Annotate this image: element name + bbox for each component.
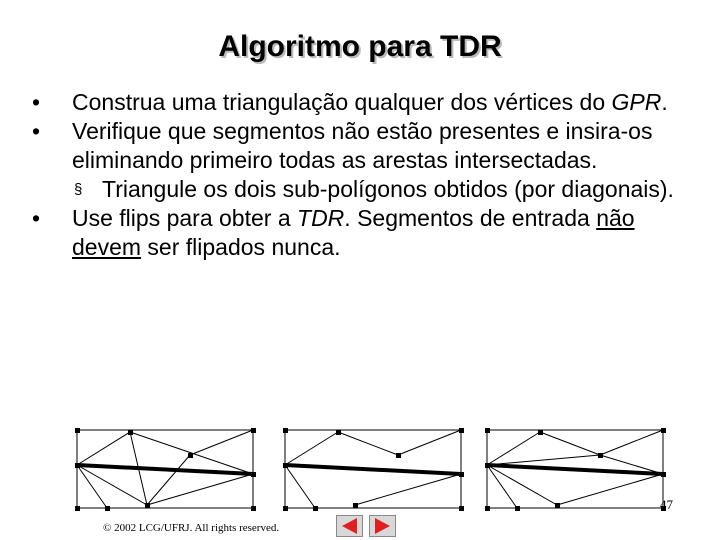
bullet-marker: •	[31, 89, 41, 115]
bullet-item-2	[26, 117, 706, 175]
edge	[487, 465, 557, 505]
bullet-marker: •	[31, 205, 41, 231]
bullet-marker: •	[31, 118, 41, 144]
edge	[77, 465, 147, 505]
input-segment	[77, 465, 253, 474]
sub-bullet-marker: §	[74, 181, 83, 198]
vertex	[661, 428, 666, 433]
edge	[147, 474, 253, 505]
bullet-text-end: .	[661, 89, 668, 115]
vertex	[283, 506, 288, 511]
vertex	[105, 506, 110, 511]
bullet-text-end: ser flipados nunca.	[141, 234, 341, 260]
vertex	[555, 503, 560, 508]
edge	[285, 432, 338, 465]
vertex	[251, 506, 256, 511]
bullet-list	[26, 88, 706, 262]
edge	[487, 455, 600, 465]
edge	[540, 432, 600, 455]
sub-bullet-text: Triangule os dois sub-polígonos obtidos (por diagonais).	[102, 176, 674, 202]
bullet-text-mid: . Segmentos de entrada	[344, 205, 597, 231]
vertex	[188, 453, 193, 458]
edge	[487, 465, 517, 508]
edge	[77, 432, 130, 465]
edge	[355, 474, 461, 505]
edge	[557, 474, 663, 505]
edge	[487, 432, 540, 465]
page-number: 47	[660, 497, 673, 512]
input-segment	[285, 465, 461, 474]
vertex	[251, 472, 256, 477]
vertex	[145, 503, 150, 508]
vertex	[283, 428, 288, 433]
edge	[338, 432, 398, 455]
bullet-item-1	[26, 88, 706, 117]
edge	[77, 465, 107, 508]
vertex	[128, 430, 133, 435]
sub-bullet-item	[26, 175, 706, 204]
vertex	[538, 430, 543, 435]
vertex	[353, 503, 358, 508]
bullet-emphasis: GPR	[611, 89, 662, 115]
slide-title: Algoritmo para TDR	[218, 30, 502, 63]
bullet-text: Verifique que segmentos não estão presentes e insira-os eliminando primeiro todas as arestas intersectadas.	[72, 118, 653, 173]
bullet-text: Use flips para obter a	[72, 205, 298, 231]
vertex	[75, 506, 80, 511]
vertex	[485, 428, 490, 433]
edge	[190, 430, 253, 455]
vertex	[515, 506, 520, 511]
next-slide-button[interactable]	[369, 515, 396, 537]
bullet-underlined: não devem	[72, 205, 635, 260]
vertex	[459, 472, 464, 477]
edge	[147, 455, 190, 505]
vertex	[336, 430, 341, 435]
vertex	[251, 428, 256, 433]
vertex	[485, 506, 490, 511]
vertex	[485, 463, 490, 468]
edge	[398, 430, 461, 455]
triangulation-diagram-1	[70, 422, 262, 516]
copyright-footer: © 2002 LCG/UFRJ. All rights reserved.	[103, 522, 280, 534]
triangulation-diagram-2	[278, 422, 470, 516]
vertex	[75, 463, 80, 468]
bullet-item-3	[26, 204, 706, 262]
vertex	[598, 453, 603, 458]
vertex	[459, 506, 464, 511]
bullet-text: Construa uma triangulação qualquer dos vértices do	[72, 89, 612, 115]
vertex	[661, 472, 666, 477]
vertex	[283, 463, 288, 468]
vertex	[396, 453, 401, 458]
vertex	[459, 428, 464, 433]
edge	[285, 465, 315, 508]
previous-slide-button[interactable]	[336, 515, 363, 537]
triangulation-diagram-3	[480, 422, 672, 516]
vertex	[75, 428, 80, 433]
edge	[600, 430, 663, 455]
bullet-emphasis: TDR	[297, 205, 345, 231]
vertex	[313, 506, 318, 511]
